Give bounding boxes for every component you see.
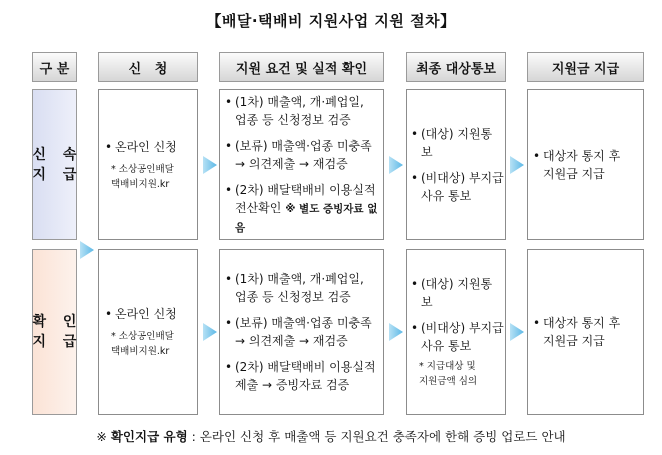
diagram-title: 【배달·택배비 지원사업 지원 절차】: [206, 12, 456, 30]
verify-step-3-emphasis: ※ 별도 증빙자료 없음: [235, 202, 378, 234]
apply-item: • 온라인 신청: [105, 138, 191, 156]
verify-step-1: • (1차) 매출액, 개·폐업일, 업종 등 신청정보 검증: [225, 270, 378, 306]
footnote-emphasis: 확인지급 유형: [110, 429, 188, 444]
verify-box-confirm: [219, 249, 384, 415]
arrow-right-icon: [389, 156, 403, 174]
apply-item: • 온라인 신청: [105, 305, 191, 323]
row-label-fast: 신 속 지 급: [32, 89, 77, 240]
footnote: ※ 확인지급 유형 : 온라인 신청 후 매출액 등 지원요건 충족자에 한해 증빙 업로드 안내: [96, 429, 566, 444]
header-verify: 지원 요건 및 실적 확인: [219, 52, 384, 82]
notify-target: • (대상) 지원통보: [411, 125, 501, 161]
header-notify: 최종 대상통보: [406, 52, 506, 82]
apply-box-fast: [98, 89, 198, 240]
arrow-right-icon: [510, 156, 524, 174]
arrow-right-icon: [389, 323, 403, 341]
apply-note: * 소상공인배달 택배비지원.kr: [111, 163, 174, 190]
notify-box-fast: [406, 89, 506, 240]
verify-step-3: • (2차) 배달택배비 이용실적 전산확인 ※ 별도 증빙자료 없음: [225, 181, 378, 237]
verify-step-2: • (보류) 매출액·업종 미충족 → 의견제출 → 재검증: [225, 314, 378, 350]
notify-target: • (대상) 지원통보: [411, 275, 501, 311]
notify-box-confirm: [406, 249, 506, 415]
header-category: 구 분: [32, 52, 77, 82]
verify-step-3: • (2차) 배달택배비 이용실적 제출 → 증빙자료 검증: [225, 358, 378, 394]
verify-step-1: • (1차) 매출액, 개·폐업일, 업종 등 신청정보 검증: [225, 93, 378, 129]
notify-nontarget: • (비대상) 부지급 사유 통보: [411, 169, 501, 205]
notify-nontarget: • (비대상) 부지급 사유 통보: [411, 319, 501, 355]
pay-box-fast: [527, 89, 644, 240]
pay-box-confirm: [527, 249, 644, 415]
header-pay: 지원금 지급: [527, 52, 644, 82]
apply-note: * 소상공인배달 택배비지원.kr: [111, 331, 174, 357]
header-apply: 신 청: [98, 52, 198, 82]
arrow-right-icon: [510, 323, 524, 341]
notify-note: * 지급대상 및 지원금액 심의: [419, 361, 478, 387]
arrow-right-icon: [80, 241, 94, 259]
verify-box-fast: [219, 89, 384, 240]
pay-item: • 대상자 통지 후 지원금 지급: [533, 314, 638, 350]
arrow-right-icon: [203, 323, 217, 341]
verify-step-2: • (보류) 매출액·업종 미충족 → 의견제출 → 재검증: [225, 137, 378, 173]
arrow-right-icon: [203, 156, 217, 174]
apply-box-confirm: [98, 249, 198, 415]
row-label-confirm: 확 인 지 급: [32, 249, 77, 415]
pay-item: • 대상자 통지 후 지원금 지급: [533, 147, 638, 183]
